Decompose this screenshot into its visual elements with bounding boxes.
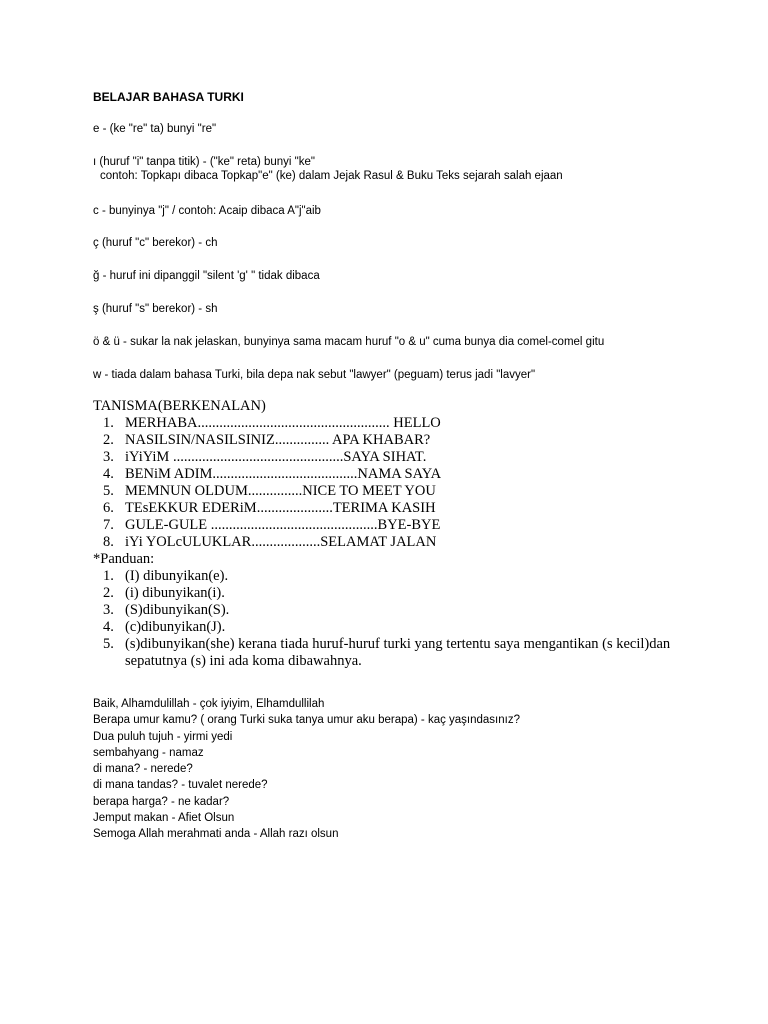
vocab-heading: TANISMA(BERKENALAN) — [93, 398, 266, 414]
note-e: e - (ke "re" ta) bunyi "re" — [93, 123, 217, 135]
note-w: w - tiada dalam bahasa Turki, bila depa nak sebut "lawyer" (peguam) terus jadi "lavyer" — [93, 369, 536, 381]
guide-list — [93, 568, 693, 670]
list-item: 3. iYiYiM ...............................................SAYA SIHAT. — [103, 449, 427, 465]
phrase-line: di mana tandas? - tuvalet nerede? — [93, 779, 268, 792]
phrase-line: berapa harga? - ne kadar? — [93, 795, 230, 808]
list-item: 7. GULE-GULE ..............................................BYE-BYE — [103, 517, 441, 533]
note-example: contoh: Topkapı dibaca Topkap"e" (ke) dalam Jejak Rasul & Buku Teks sejarah salah ejaan — [100, 170, 563, 182]
list-item: 8. iYi YOLcULUKLAR...................SELAMAT JALAN — [103, 534, 437, 550]
phrase-line: Jemput makan - Afiet Olsun — [93, 812, 235, 825]
phrase-line: Baik, Alhamdulillah - çok iyiyim, Elhamdullilah — [93, 698, 325, 710]
note-o-u-umlaut: ö & ü - sukar la nak jelaskan, bunyinya sama macam huruf "o & u" cuma bunya dia comel-comel gitu — [93, 336, 605, 348]
phrase-line: sembahyang - namaz — [93, 746, 204, 759]
phrase-line: di mana? - nerede? — [93, 763, 193, 776]
note-c: c - bunyinya "j" / contoh: Acaip dibaca A"j"aib — [93, 205, 321, 217]
list-item: 4. BENiM ADIM........................................NAMA SAYA — [103, 466, 442, 482]
note-soft-g: ğ - huruf ini dipanggil "silent 'g' " tidak dibaca — [93, 270, 320, 282]
vocab-list — [93, 415, 693, 551]
vocabulary-section — [93, 398, 693, 670]
phrases-list — [93, 697, 693, 844]
list-item: 6. TEsEKKUR EDERiM.....................TERIMA KASIH — [103, 500, 436, 516]
note-c-cedilla: ç (huruf "c" berekor) - ch — [93, 237, 218, 249]
phrase-line: Berapa umur kamu? ( orang Turki suka tanya umur aku berapa) - kaç yaşındasınız? — [93, 714, 520, 727]
list-item: 3. (S)dibunyikan(S). — [103, 602, 230, 618]
list-item: 5. MEMNUN OLDUM...............NICE TO MEET YOU — [103, 483, 436, 499]
list-item: 2. NASILSIN/NASILSINIZ............... APA KHABAR? — [103, 432, 431, 448]
guide-heading: *Panduan: — [93, 551, 155, 567]
phrase-line: Semoga Allah merahmati anda - Allah razı olsun — [93, 828, 339, 841]
note-s-cedilla: ş (huruf "s" berekor) - sh — [93, 303, 218, 315]
phrase-line: Dua puluh tujuh - yirmi yedi — [93, 730, 233, 743]
list-item: 1. (I) dibunyikan(e). — [103, 568, 229, 584]
list-item: 5. (s)dibunyikan(she) kerana tiada huruf-huruf turki yang tertentu saya mengantikan (s kecil)dan sepatutnya (s) ini ada koma dibawahnya. — [103, 636, 671, 669]
document-title: BELAJAR BAHASA TURKI — [93, 90, 244, 104]
list-item: 4. (c)dibunyikan(J). — [103, 619, 226, 635]
list-item: 2. (i) dibunyikan(i). — [103, 585, 225, 601]
note-dotless-i: ı (huruf "i" tanpa titik) - ("ke" reta) bunyi "ke" contoh: Topkapı dibaca Topkap"e" (ke) dalam Jejak Rasul & Buku Teks sejarah salah ejaan — [93, 156, 563, 182]
list-item: 1. MERHABA..................................................... HELLO — [103, 415, 441, 431]
